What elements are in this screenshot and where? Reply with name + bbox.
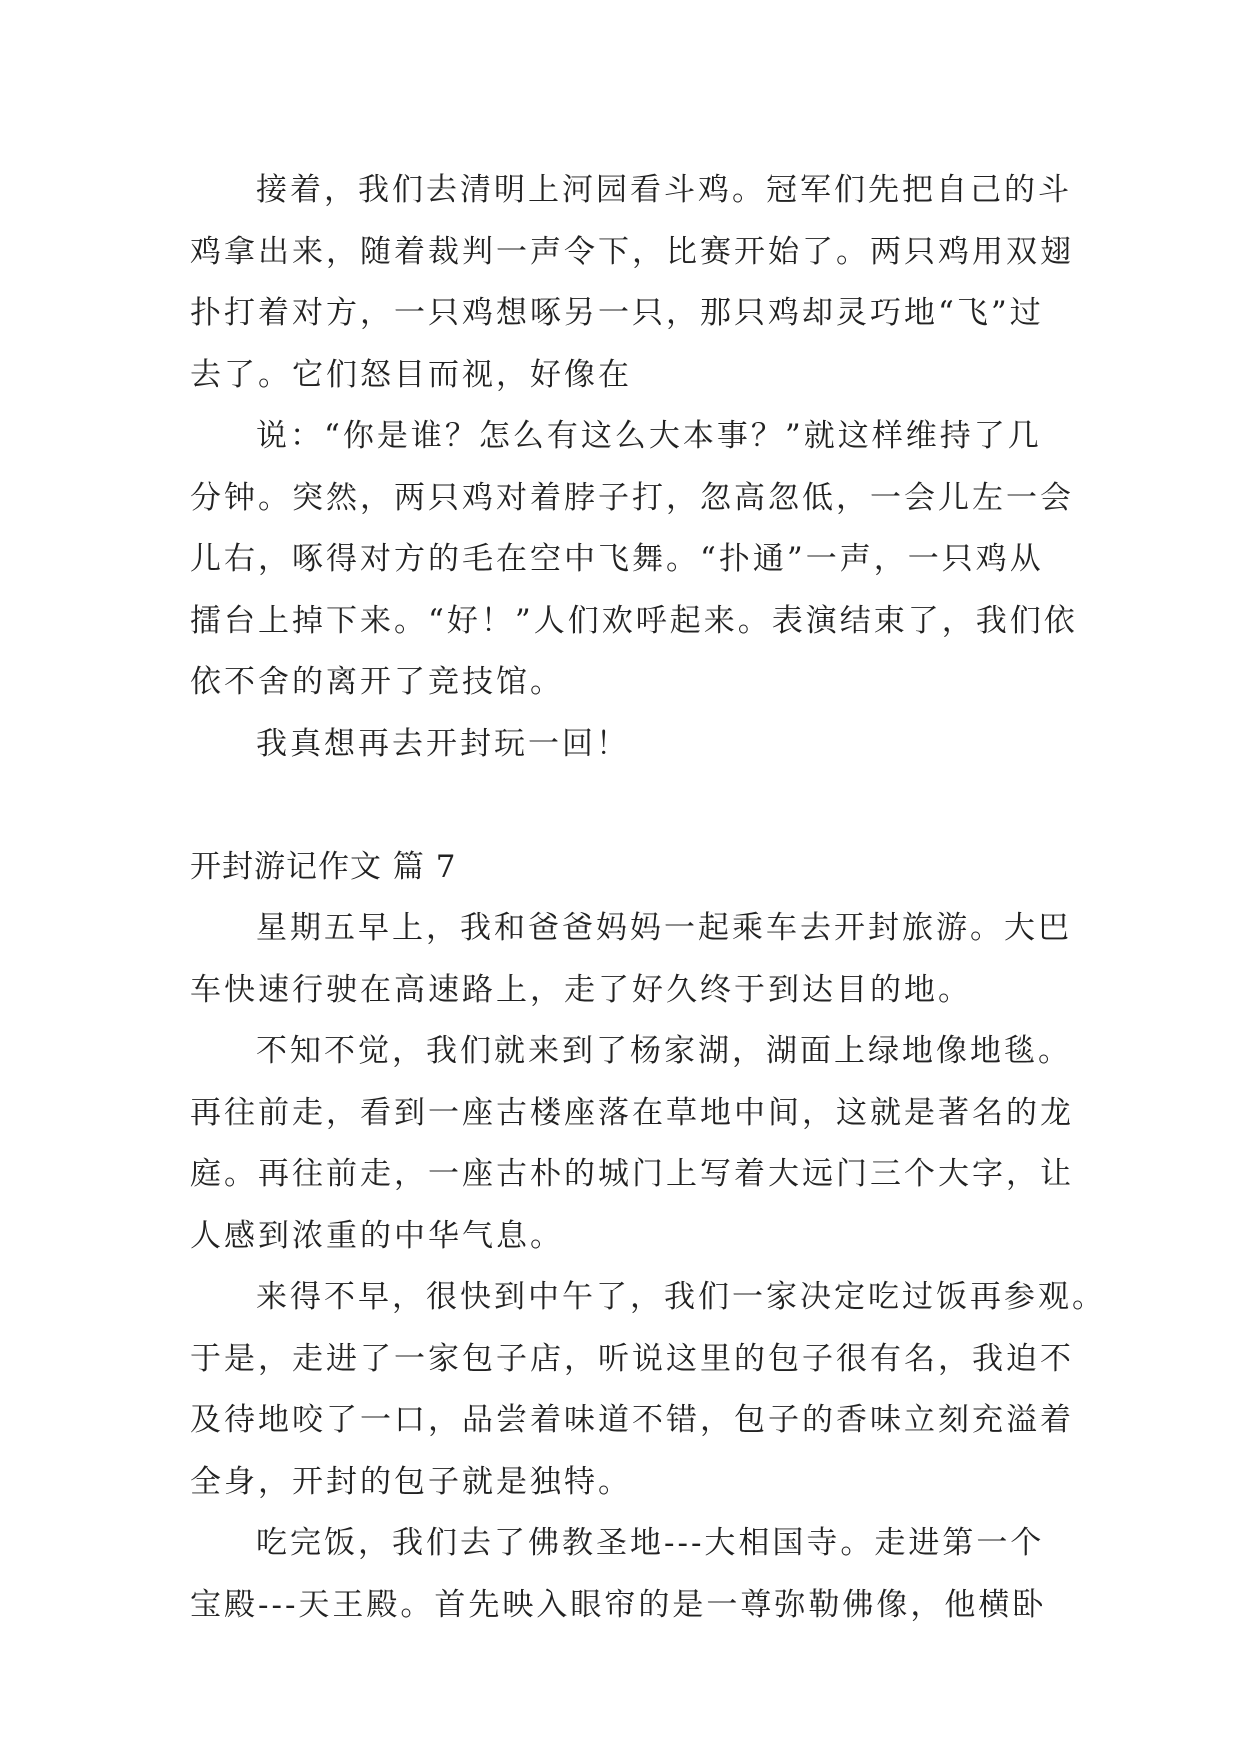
section-heading: 开封游记作文 篇 7 <box>190 848 457 885</box>
paragraph-line: 儿右，啄得对方的毛在空中飞舞。“扑通”一声，一只鸡从 <box>190 541 1044 577</box>
paragraph-line: 再往前走，看到一座古楼座落在草地中间，这就是著名的龙 <box>190 1094 1074 1131</box>
paragraph-line: 说：“你是谁？怎么有这么大本事？”就这样维持了几 <box>256 418 1042 454</box>
document-body <box>190 160 1106 1636</box>
paragraph-line: 吃完饭，我们去了佛教圣地---大相国寺。走进第一个 <box>256 1525 1045 1561</box>
paragraph-line: 擂台上掉下来。“好！”人们欢呼起来。表演结束了，我们依 <box>190 602 1078 639</box>
paragraph-line: 全身，开封的包子就是独特。 <box>190 1463 632 1500</box>
paragraph-line: 我真想再去开封玩一回！ <box>256 725 630 762</box>
paragraph-line: 来得不早，很快到中午了，我们一家决定吃过饭再参观。 <box>256 1279 1106 1315</box>
paragraph-line: 分钟。突然，两只鸡对着脖子打，忽高忽低，一会儿左一会 <box>190 479 1074 516</box>
paragraph-line: 及待地咬了一口，品尝着味道不错，包子的香味立刻充溢着 <box>190 1402 1074 1438</box>
paragraph-line: 去了。它们怒目而视，好像在 <box>190 356 632 393</box>
paragraph-line: 鸡拿出来，随着裁判一声令下，比赛开始了。两只鸡用双翅 <box>190 233 1074 270</box>
paragraph-line: 于是，走进了一家包子店，听说这里的包子很有名，我迫不 <box>190 1340 1074 1377</box>
paragraph-line: 星期五早上，我和爸爸妈妈一起乘车去开封旅游。大巴 <box>256 910 1072 946</box>
paragraph-line: 扑打着对方，一只鸡想啄另一只，那只鸡却灵巧地“飞”过 <box>190 295 1044 331</box>
paragraph-line: 车快速行驶在高速路上，走了好久终于到达目的地。 <box>190 971 972 1008</box>
paragraph-line: 依不舍的离开了竞技馆。 <box>190 664 564 700</box>
paragraph-line: 接着，我们去清明上河园看斗鸡。冠军们先把自己的斗 <box>256 172 1072 208</box>
blank-line <box>190 775 1070 837</box>
paragraph-line: 人感到浓重的中华气息。 <box>190 1217 564 1254</box>
paragraph-line: 庭。再往前走，一座古朴的城门上写着大远门三个大字，让 <box>190 1156 1074 1192</box>
paragraph-line: 不知不觉，我们就来到了杨家湖，湖面上绿地像地毯。 <box>256 1033 1072 1069</box>
paragraph-line: 宝殿---天王殿。首先映入眼帘的是一尊弥勒佛像，他横卧 <box>190 1586 1047 1623</box>
